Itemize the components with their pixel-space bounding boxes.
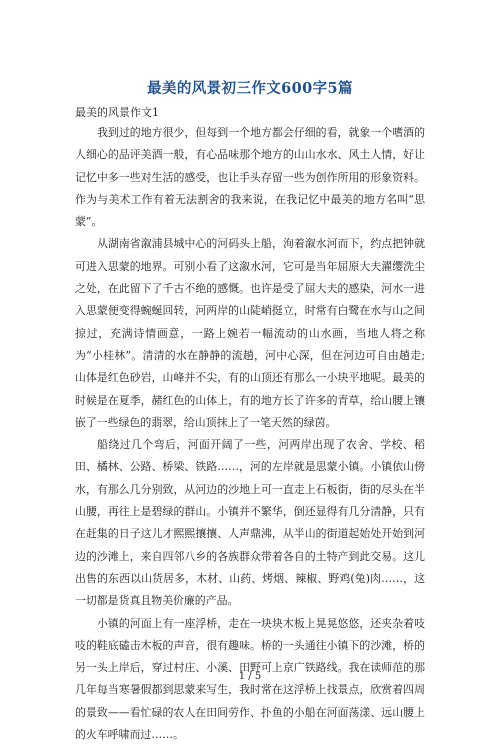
paragraph-1: 我到过的地方很少，但每到一个地方都会仔细的看，就象一个嗜酒的人细心的品评美酒一般，有心品味那个地方的山山水水、风土人情，好让记忆中多一些对生活的感受，也让手头存留一些为创作所用的形象资料。作为与美术工作有着无法割舍的我来说，在我记忆中最美的地方名叫“思蒙”。 <box>75 126 425 229</box>
page-number: 1 / 5 <box>238 671 262 682</box>
paragraph-3: 船绕过几个弯后，河面开阔了一些，河两岸出现了农舍、学校、稻田、橘林、公路、桥梁、铁路……，河的左岸就是思蒙小镇。小镇依山傍水，有那么几分别致，从河边的沙地上可一直走上石板街，街的尽头在半山腰，再往上是碧绿的群山。小镇并不繁华，倒还显得有几分清静，只有在赶集的日子这儿才熙熙攘攘、人声鼎沸，从半山的街道起始处开始到河边的沙滩上，来自四邻八乡的各族群众带着各自的土特产到此交易。这儿出售的东西以山货居多，木材、山药、烤烟、辣椒、野鸡(兔)肉……，这一切都是货真且物美价廉的产品。 <box>75 438 425 608</box>
paragraph-2: 从湖南省溆浦县城中心的河码头上船，洵着溆水河而下，约点把钟就可进入思蒙的地界。可别小看了这溆水河，它可是当年屈原大夫濯缨洗尘之处，在此留下了千古不绝的感慨。也许是受了屈大夫的感染，河水一进入思蒙便变得蜿蜒回转，河两岸的山陡峭挺立，时常有白鹭在水与山之间掠过，充满诗情画意，一路上婉若一幅流动的山水画，当地人将之称为“小桂林”。清清的水在静静的流趟，河中心深，但在河边可自由趟走;山体是红色砂岩，山峰并不尖，有的山顶还有那么一小块平地呢。最美的时候是在夏季，赭红色的山体上，有的地方长了许多的青草，给山腰上镶嵌了一些绿色的翡翠，给山顶抹上了一笔天然的绿茵。 <box>75 237 425 429</box>
page-title: 最美的风景初三作文600字5篇 <box>147 80 353 97</box>
paragraph-4: 小镇的河面上有一座浮桥，走在一块块木板上晃晃悠悠，还夹杂着吱吱的鞋底磕击木板的声音，很有趣味。桥的一头通往小镇下的沙滩，桥的另一头上岸后，穿过村庄、小溪、田野可上京广铁路线。我在读师范的那几年每当寒暑假都到思蒙来写生，我时常在这浮桥上找景点，欣赏着四周的景致——看忙碌的农人在田间劳作、扑鱼的小船在河面荡漾、远山腰上的火车呼啸而过……。 <box>75 616 425 742</box>
essay-subtitle: 最美的风景作文1 <box>75 106 159 119</box>
essay-body <box>75 122 425 746</box>
